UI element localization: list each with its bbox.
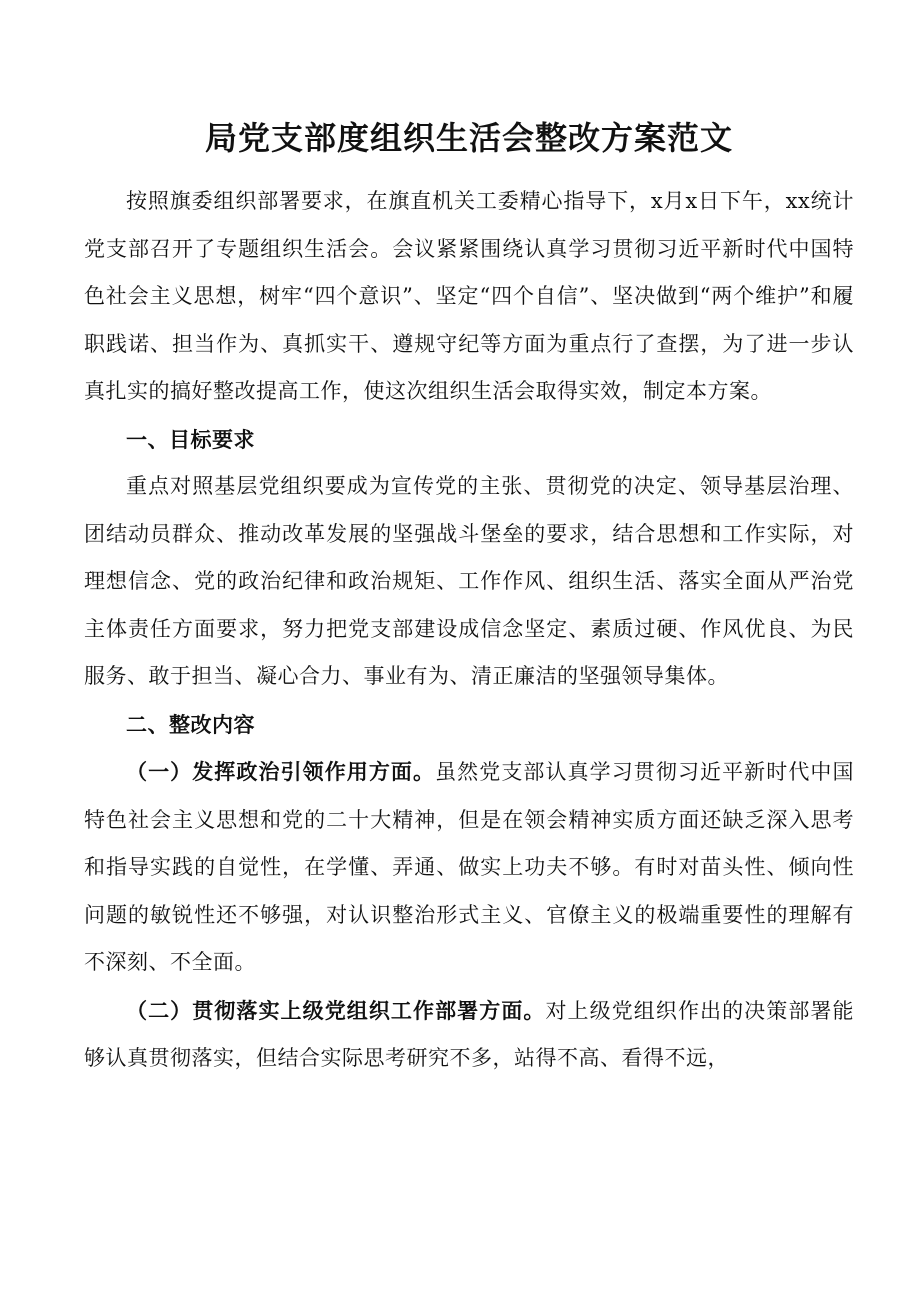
document-title: 局党支部度组织生活会整改方案范文 [204,119,733,157]
section-2-item-1-body: 虽然党支部认真学习贯彻习近平新时代中国特色社会主义思想和党的二十大精神，但是在领会精神实质方面还缺乏深入思考和指导实践的自觉性，在学懂、弄通、做实上功夫不够。有时对苗头性、倾向性问题的敏锐性还不够强，对认识整治形式主义、官僚主义的极端重要性的理解有不深刻、不全面。 [84,760,854,974]
section-2-item-2 [84,987,854,1083]
section-2-item-1 [84,748,854,987]
section-2-item-2-lead: （二）贯彻落实上级党组织工作部署方面。 [126,997,546,1023]
section-1-body: 重点对照基层党组织要成为宣传党的主张、贯彻党的决定、领导基层治理、团结动员群众、推动改革发展的坚强战斗堡垒的要求，结合思想和工作实际，对理想信念、党的政治纪律和政治规矩、工作作风、组织生活、落实全面从严治党主体责任方面要求，努力把党支部建设成信念坚定、素质过硬、作风优良、为民服务、敢于担当、凝心合力、事业有为、清正廉洁的坚强领导集体。 [84,474,854,688]
section-1-heading: 一、目标要求 [126,426,255,452]
intro-paragraph: 按照旗委组织部署要求，在旗直机关工委精心指导下，x月x日下午，xx统计党支部召开了专题组织生活会。会议紧紧围绕认真学习贯彻习近平新时代中国特色社会主义思想，树牢“四个意识”、坚定“四个自信”、坚决做到“两个维护”和履职践诺、担当作为、真抓实干、遵规守纪等方面为重点行了查摆，为了进一步认真扎实的搞好整改提高工作，使这次组织生活会取得实效，制定本方案。 [84,189,854,403]
section-2-heading: 二、整改内容 [126,711,255,737]
section-2-item-1-lead: （一）发挥政治引领作用方面。 [126,759,436,784]
document-page [84,112,854,1083]
section-2-item-2-body: 对上级党组织作出的决策部署能够认真贯彻落实，但结合实际思考研究不多，站得不高、看得不远， [84,998,854,1070]
